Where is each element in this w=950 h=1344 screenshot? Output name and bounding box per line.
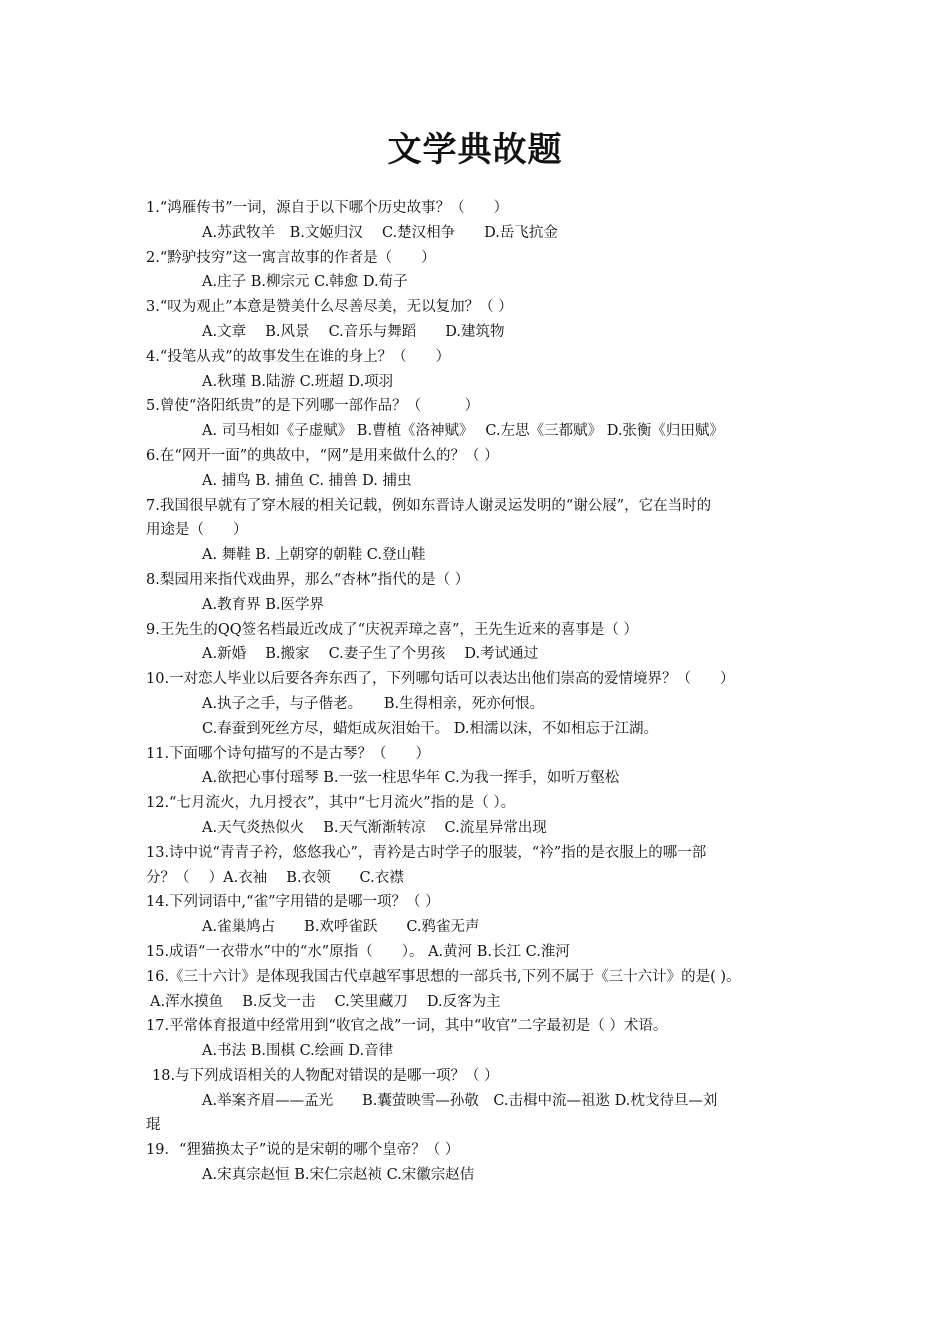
question-line: 用途是（ ）	[146, 522, 248, 539]
question-line: 10.一对恋人毕业以后要各奔东西了，下列哪句话可以表达出他们崇高的爱情境界？（ ）	[146, 671, 735, 688]
answer-options-line: A.秋瑾 B.陆游 C.班超 D.项羽	[202, 373, 394, 390]
answer-options-line: A.雀巢鸠占 B.欢呼雀跃 C.鸦雀无声	[202, 919, 480, 936]
question-line: 17.平常体育报道中经常用到“收官之战”一词，其中“收官”二字最初是（ ）术语。	[146, 1018, 668, 1035]
question-line: 9.王先生的QQ签名档最近改成了“庆祝弄璋之喜”，王先生近来的喜事是（ ）	[146, 621, 639, 638]
answer-options-line: A.教育界 B.医学界	[202, 596, 324, 613]
answer-options-line: A.庄子 B.柳宗元 C.韩愈 D.荀子	[202, 274, 408, 291]
question-list	[146, 196, 826, 1188]
question-line: 4.“投笔从戎”的故事发生在谁的身上？（ ）	[146, 348, 451, 365]
question-line: 3.“叹为观止”本意是赞美什么尽善尽美，无以复加？（ ）	[146, 299, 513, 316]
question-line: 14.下列词语中,“雀”字用错的是哪一项？（ ）	[146, 894, 440, 911]
question-line: 琨	[146, 1117, 161, 1134]
question-line: 11.下面哪个诗句描写的不是古琴？（ ）	[146, 745, 431, 762]
question-line: 19．“狸猫换太子”说的是宋朝的哪个皇帝？（ ）	[146, 1142, 460, 1159]
answer-options-line: A.举案齐眉——孟光 B.囊萤映雪—孙敬 C.击楫中流—祖逖 D.枕戈待旦—刘	[202, 1092, 718, 1109]
answer-options-line: A. 舞鞋 B. 上朝穿的朝鞋 C.登山鞋	[202, 547, 426, 564]
answer-options-line: A. 司马相如《子虚赋》 B.曹植《洛神赋》 C.左思《三都赋》 D.张衡《归田赋》	[202, 423, 724, 440]
answer-options-line: A.新婚 B.搬家 C.妻子生了个男孩 D.考试通过	[202, 646, 539, 663]
answer-options-line: A.天气炎热似火 B.天气渐渐转凉 C.流星异常出现	[202, 819, 547, 836]
question-line: 7.我国很早就有了穿木屐的相关记载，例如东晋诗人谢灵运发明的“谢公屐”，它在当时的	[146, 497, 712, 514]
question-line: 6.在“网开一面”的典故中，“网”是用来做什么的？（ ）	[146, 447, 499, 464]
question-line: 16.《三十六计》是体现我国古代卓越军事思想的一部兵书,下列不属于《三十六计》的是( )。	[146, 968, 741, 985]
question-line: 1.“鸿雁传书”一词，源自于以下哪个历史故事？（ ）	[146, 200, 509, 216]
answer-options-line: A.宋真宗赵恒 B.宋仁宗赵祯 C.宋徽宗赵佶	[202, 1167, 475, 1184]
question-line: 分？（ ）A.衣袖 B.衣领 C.衣襟	[146, 869, 404, 886]
question-line: 18.与下列成语相关的人物配对错误的是哪一项？（ ）	[152, 1067, 499, 1084]
answer-options-line: A.书法 B.围棋 C.绘画 D.音律	[202, 1043, 394, 1060]
question-line: 2.“黔驴技穷”这一寓言故事的作者是（ ）	[146, 249, 436, 266]
page-title: 文学典故题	[387, 130, 563, 170]
question-line: 8.梨园用来指代戏曲界，那么“杏林”指代的是（ ）	[146, 571, 470, 588]
answer-options-line: A.执子之手，与子偕老。 B.生得相亲，死亦何恨。	[202, 695, 545, 712]
question-line: 5.曾使“洛阳纸贵”的是下列哪一部作品？（ ）	[146, 398, 480, 415]
question-line: 12.“七月流火，九月授衣”，其中“七月流火”指的是（ ）。	[146, 795, 516, 812]
answer-options-line: A.苏武牧羊 B.文姬归汉 C.楚汉相争 D.岳飞抗金	[202, 224, 558, 241]
question-line: 15.成语“一衣带水”中的“水”原指（ ）。 A.黄河 B.长江 C.淮河	[146, 943, 570, 960]
answer-options-line: A. 捕鸟 B. 捕鱼 C. 捕兽 D. 捕虫	[202, 472, 412, 489]
answer-options-line: C.春蚕到死丝方尽，蜡炬成灰泪始干。 D.相濡以沫，不如相忘于江湖。	[202, 720, 659, 737]
answer-options-line: A.欲把心事付瑶琴 B.一弦一柱思华年 C.为我一挥手，如听万壑松	[202, 770, 620, 787]
question-line: 13.诗中说“青青子衿，悠悠我心”，青衿是古时学子的服装，“衿”指的是衣服上的哪一部	[146, 844, 707, 861]
answer-options-line: A.文章 B.风景 C.音乐与舞蹈 D.建筑物	[202, 323, 505, 340]
question-line: A.浑水摸鱼 B.反戈一击 C.笑里藏刀 D.反客为主	[150, 993, 501, 1010]
